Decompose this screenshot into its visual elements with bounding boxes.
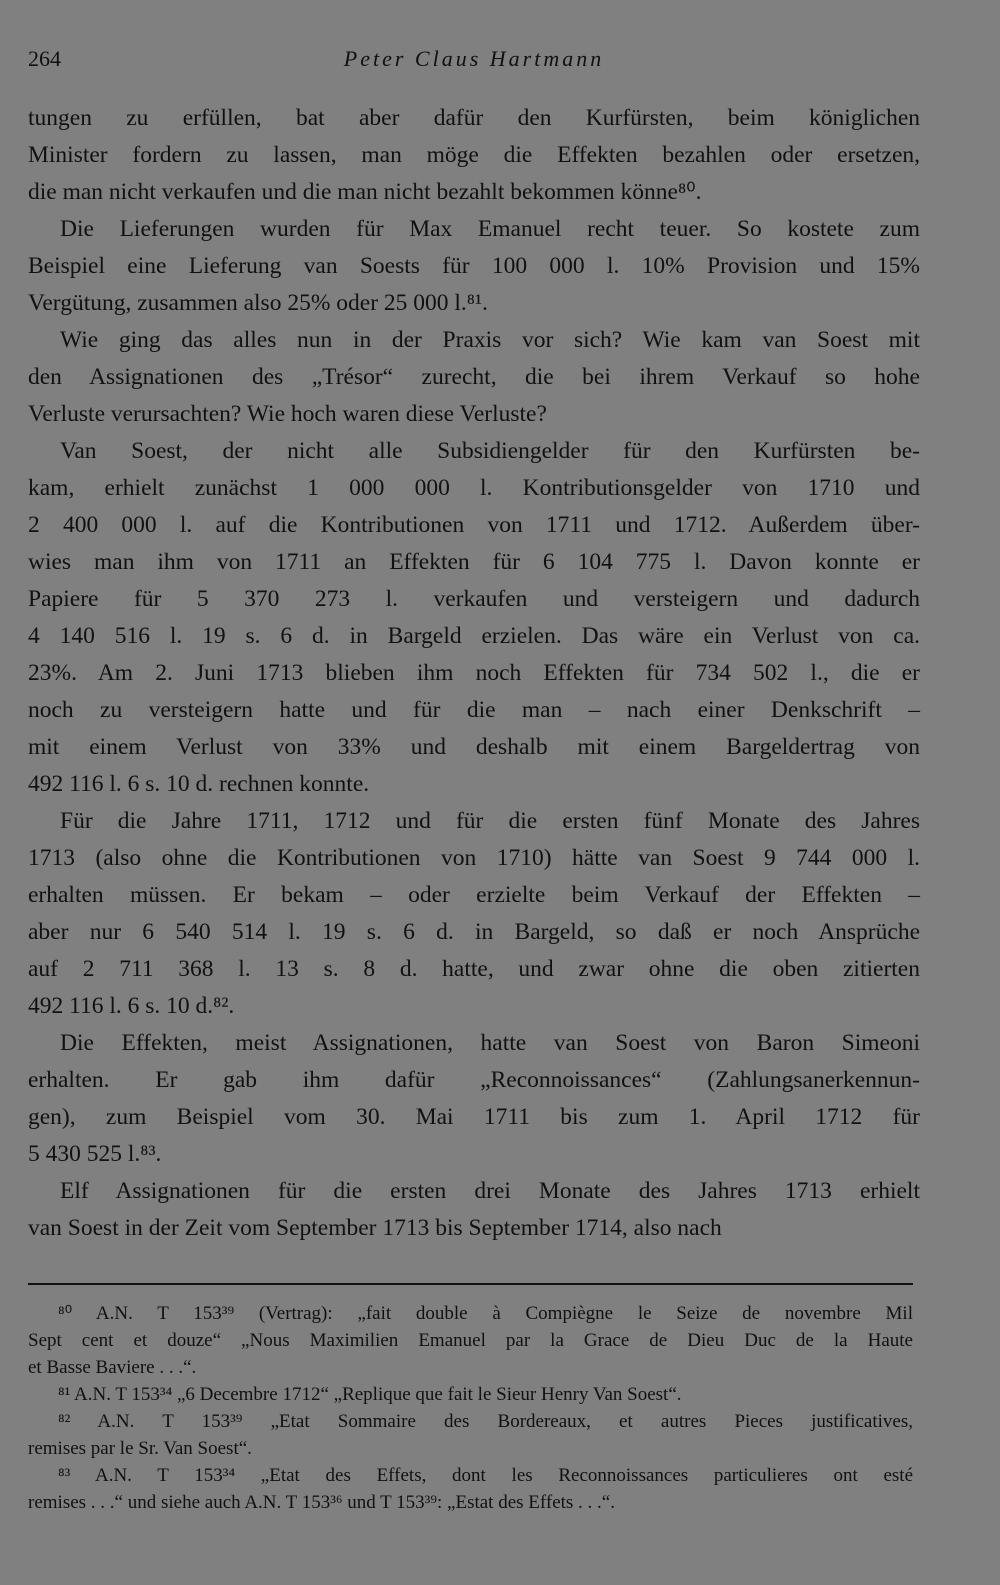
paragraph — [28, 1173, 920, 1247]
text-line: Die Lieferungen wurden für Max Emanuel recht teuer. So kostete zum — [60, 216, 920, 242]
text-line: 4 140 516 l. 19 s. 6 d. in Bargeld erzielen. Das wäre ein Verlust von ca. — [28, 623, 920, 649]
footnote — [28, 1300, 913, 1381]
text-line: mit einem Verlust von 33% und deshalb mit einem Bargeldertrag von — [28, 734, 920, 760]
text-line: Vergütung, zusammen also 25% oder 25 000 l.⁸¹. — [28, 290, 488, 316]
paragraph — [28, 322, 920, 433]
body-text — [28, 100, 920, 1247]
footnote-line: ⁸¹ A.N. T 153³⁴ „6 Decembre 1712“ „Replique que fait le Sieur Henry Van Soest“. — [58, 1384, 682, 1405]
text-line: 5 430 525 l.⁸³. — [28, 1141, 162, 1167]
text-line: 23%. Am 2. Juni 1713 blieben ihm noch Effekten für 734 502 l., die er — [28, 660, 920, 686]
text-line: noch zu versteigern hatte und für die man – nach einer Denkschrift – — [28, 697, 920, 723]
text-line: die man nicht verkaufen und die man nicht bezahlt bekommen könne⁸⁰. — [28, 179, 702, 205]
text-line: Beispiel eine Lieferung van Soests für 100 000 l. 10% Provision und 15% — [28, 253, 920, 279]
text-line: aber nur 6 540 514 l. 19 s. 6 d. in Bargeld, so daß er noch Ansprüche — [28, 919, 920, 945]
text-line: den Assignationen des „Trésor“ zurecht, die bei ihrem Verkauf so hohe — [28, 364, 920, 390]
running-head-author: Peter Claus Hartmann — [343, 46, 605, 71]
footnote-line: Sept cent et douze“ „Nous Maximilien Emanuel par la Grace de Dieu Duc de la Haute — [28, 1330, 913, 1351]
text-line: Minister fordern zu lassen, man möge die Effekten bezahlen oder ersetzen, — [28, 142, 920, 168]
text-line: wies man ihm von 1711 an Effekten für 6 104 775 l. Davon konnte er — [28, 549, 920, 575]
text-line: kam, erhielt zunächst 1 000 000 l. Kontributionsgelder von 1710 und — [28, 475, 920, 501]
text-line: Van Soest, der nicht alle Subsidiengelder für den Kurfürsten be- — [60, 438, 920, 464]
text-line: 492 116 l. 6 s. 10 d.⁸². — [28, 993, 235, 1019]
footnote — [28, 1408, 913, 1462]
paragraph — [28, 803, 920, 1025]
text-line: auf 2 711 368 l. 13 s. 8 d. hatte, und zwar ohne die oben zitierten — [28, 956, 920, 982]
paragraph — [28, 433, 920, 803]
footnote-line: ⁸² A.N. T 153³⁹ „Etat Sommaire des Bordereaux, et autres Pieces justificatives, — [58, 1411, 913, 1432]
footnote-line: ⁸³ A.N. T 153³⁴ „Etat des Effets, dont les Reconnoissances particulieres ont esté — [58, 1465, 913, 1486]
text-line: 1713 (also ohne die Kontributionen von 1710) hätte van Soest 9 744 000 l. — [28, 845, 920, 871]
text-line: Wie ging das alles nun in der Praxis vor sich? Wie kam van Soest mit — [60, 327, 920, 353]
text-line: Für die Jahre 1711, 1712 und für die ersten fünf Monate des Jahres — [60, 808, 920, 834]
footnote-line: remises par le Sr. Van Soest“. — [28, 1438, 252, 1459]
text-line: tungen zu erfüllen, bat aber dafür den Kurfürsten, beim königlichen — [28, 105, 920, 131]
running-head — [28, 46, 920, 76]
footnote — [28, 1381, 913, 1408]
text-line: 492 116 l. 6 s. 10 d. rechnen konnte. — [28, 771, 370, 797]
page-number: 264 — [28, 46, 61, 71]
text-line: van Soest in der Zeit vom September 1713 bis September 1714, also nach — [28, 1215, 722, 1241]
text-line: Elf Assignationen für die ersten drei Monate des Jahres 1713 erhielt — [60, 1178, 920, 1204]
paragraph — [28, 100, 920, 211]
footnote-line: remises . . .“ und siehe auch A.N. T 153³⁶ und T 153³⁹: „Estat des Effets . . .“. — [28, 1492, 615, 1513]
text-line: gen), zum Beispiel vom 30. Mai 1711 bis zum 1. April 1712 für — [28, 1104, 920, 1130]
text-line: Die Effekten, meist Assignationen, hatte van Soest von Baron Simeoni — [60, 1030, 920, 1056]
footnote-line: ⁸⁰ A.N. T 153³⁹ (Vertrag): „fait double à Compiègne le Seize de novembre Mil — [58, 1303, 913, 1324]
text-line: Verluste verursachten? Wie hoch waren diese Verluste? — [28, 401, 547, 427]
book-page — [28, 0, 920, 1585]
footnote-line: et Basse Baviere . . .“. — [28, 1357, 197, 1378]
footnote — [28, 1462, 913, 1516]
text-line: 2 400 000 l. auf die Kontributionen von 1711 und 1712. Außerdem über- — [28, 512, 920, 538]
footnotes — [28, 1300, 913, 1516]
paragraph — [28, 1025, 920, 1173]
paragraph — [28, 211, 920, 322]
text-line: Papiere für 5 370 273 l. verkaufen und versteigern und dadurch — [28, 586, 920, 612]
text-line: erhalten müssen. Er bekam – oder erzielte beim Verkauf der Effekten – — [28, 882, 920, 908]
text-line: erhalten. Er gab ihm dafür „Reconnoissances“ (Zahlungsanerkennun- — [28, 1067, 920, 1093]
footnote-rule — [28, 1283, 913, 1285]
